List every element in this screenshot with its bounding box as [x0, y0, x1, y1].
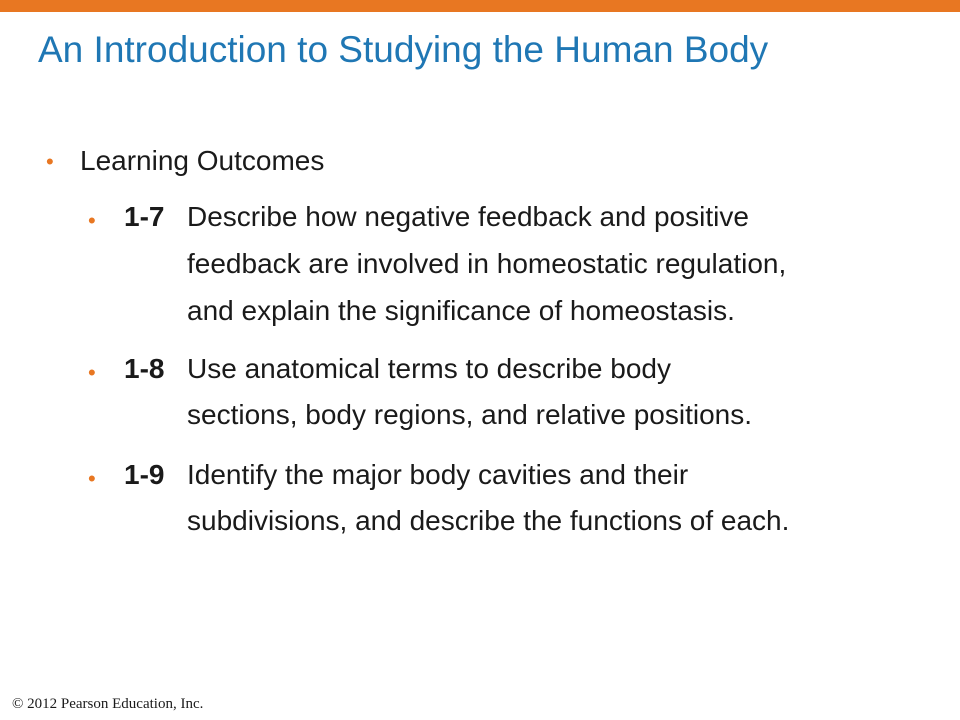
- outcome-text-line: Identify the major body cavities and their: [187, 459, 689, 490]
- outcome-text-line: subdivisions, and describe the functions of each.: [187, 505, 790, 536]
- bullet-icon: •: [88, 360, 96, 385]
- outcome-text-line: and explain the significance of homeostasis.: [187, 295, 735, 326]
- outcome-text-line: feedback are involved in homeostatic regulation,: [187, 248, 787, 279]
- outcome-code: 1-8: [124, 353, 165, 384]
- outcome-code: 1-9: [124, 459, 165, 490]
- outcome-text-line: Describe how negative feedback and positive: [187, 201, 749, 232]
- top-accent-bar: [0, 0, 960, 12]
- section-heading: Learning Outcomes: [80, 145, 325, 176]
- bullet-icon: •: [88, 208, 96, 233]
- outcome-text-line: Use anatomical terms to describe body: [187, 353, 671, 384]
- copyright-footer: © 2012 Pearson Education, Inc.: [12, 696, 204, 712]
- outcome-code: 1-7: [124, 201, 165, 232]
- bullet-icon: •: [46, 149, 54, 174]
- slide-title: An Introduction to Studying the Human Body: [38, 29, 769, 70]
- bullet-icon: •: [88, 466, 96, 491]
- outcome-text-line: sections, body regions, and relative positions.: [187, 399, 752, 430]
